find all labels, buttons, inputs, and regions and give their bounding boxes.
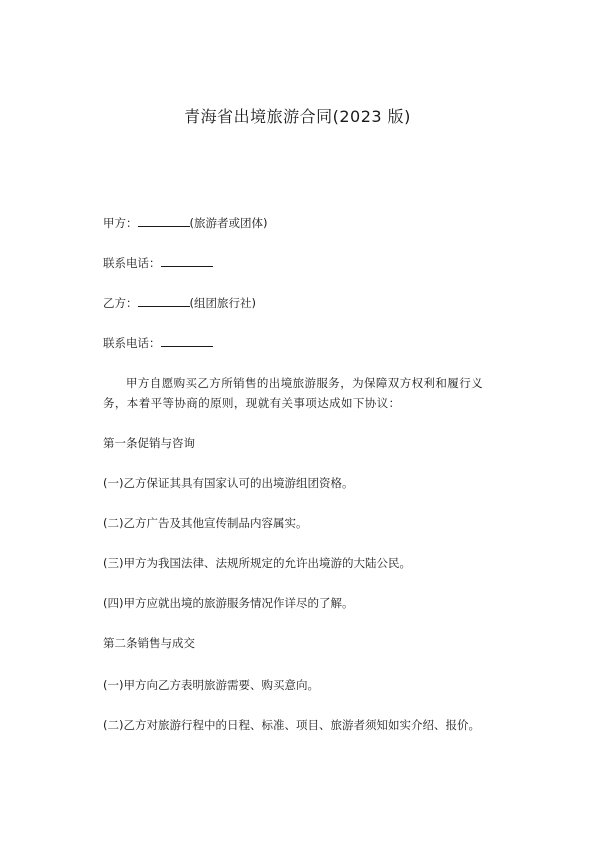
intro-paragraph: 甲方自愿购买乙方所销售的出境旅游服务，为保障双方权利和履行义务，本着平等协商的原则，现就有关事项达成如下协议：: [103, 376, 483, 410]
article-2-heading: 第二条销售与成交: [103, 636, 195, 650]
party-b-blank[interactable]: [138, 294, 190, 307]
article-1-item: (一)乙方保证其具有国家认可的出境游组团资格。: [103, 476, 354, 490]
party-a-line: [103, 213, 503, 233]
article-1-item: (二)乙方广告及其他宣传制品内容属实。: [103, 516, 308, 530]
party-a-label: 甲方：: [103, 216, 138, 230]
article-1-item: (四)甲方应就出境的旅游服务情况作详尽的了解。: [103, 596, 354, 610]
party-b-note: (组团旅行社): [189, 296, 256, 310]
article-1-item: (三)甲方为我国法律、法规所规定的允许出境游的大陆公民。: [103, 556, 411, 570]
party-a-note: (旅游者或团体): [189, 216, 268, 230]
document-title: 青海省出境旅游合同(2023 版): [184, 107, 411, 126]
party-a-phone-label: 联系电话：: [103, 256, 161, 270]
party-b-phone-blank[interactable]: [161, 334, 213, 347]
party-a-phone-blank[interactable]: [161, 254, 213, 267]
party-b-label: 乙方：: [103, 296, 138, 310]
party-b-phone-line: [103, 333, 503, 353]
party-a-blank[interactable]: [138, 214, 190, 227]
party-a-phone-line: [103, 253, 503, 273]
party-b-phone-label: 联系电话：: [103, 336, 161, 350]
article-2-item: (一)甲方向乙方表明旅游需要、购买意向。: [103, 678, 319, 692]
article-2-item: (二)乙方对旅游行程中的日程、标准、项目、旅游者须知如实介绍、报价。: [103, 718, 480, 732]
party-b-line: [103, 293, 503, 313]
article-1-heading: 第一条促销与咨询: [103, 436, 195, 450]
